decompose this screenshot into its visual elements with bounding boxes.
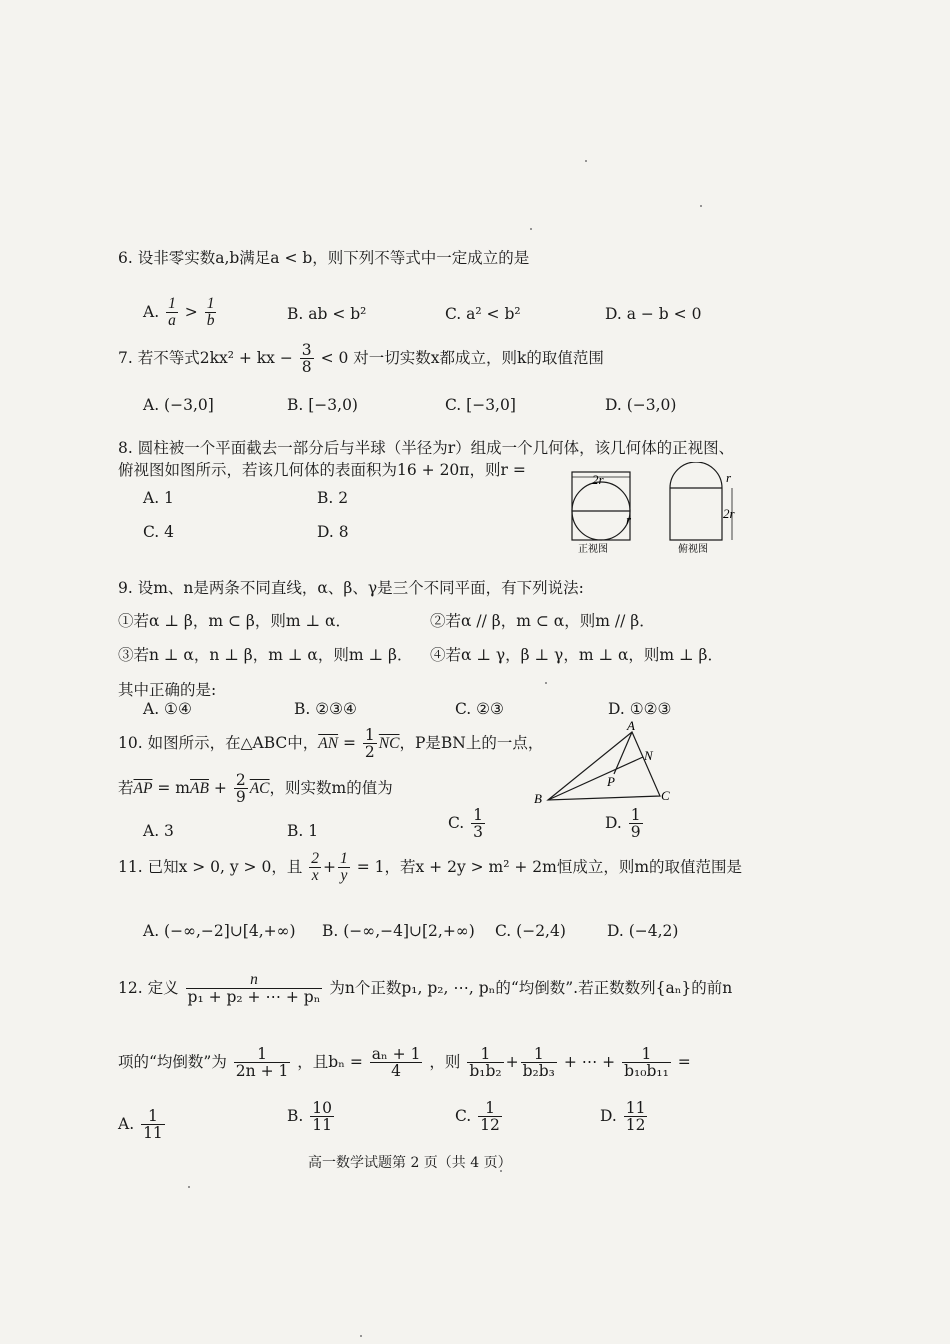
q10-option-c: C. $\frac{1}{3}$	[448, 806, 484, 842]
q9-statement-1: ①若α ⊥ β，m ⊂ β，则m ⊥ α．	[118, 612, 351, 630]
q9-option-d: D. ①②③	[608, 700, 672, 718]
scan-speck	[700, 205, 702, 207]
label-2r-side: 2r	[723, 506, 735, 521]
q12-option-a: A. $\frac{1}{11}$	[118, 1107, 163, 1143]
q8-line2: 俯视图如图所示，若该几何体的表面积为16 + 20π，则r =	[118, 461, 526, 479]
label-P: P	[607, 774, 615, 789]
scan-speck	[545, 682, 547, 684]
q8-option-b: B. 2	[317, 489, 349, 507]
q8-line1: 8. 圆柱被一个平面截去一部分后与半球（半径为r）组成一个几何体，该几何体的正视图、	[118, 439, 735, 457]
q10-option-b: B. 1	[287, 822, 319, 840]
q12-line2: 项的“均倒数”为 $\frac{1}{2n + 1}$ ，且bₙ = $\frac{\text{aₙ + 1}}{4}$ ，则 $\frac{1}{\text{b₁b₂}}$ + $\frac{1}{\text{b₂b₃}}$ + ⋯ + $\frac{1}{\text{b₁₀b₁₁}}$ =	[118, 1045, 691, 1081]
q6-option-a: A. $\frac{1}{a}$ > $\frac{1}{b}$	[143, 295, 215, 330]
q9-option-b: B. ②③④	[294, 700, 357, 718]
q6-option-d: D. a − b < 0	[605, 305, 702, 323]
q11-stem: 11. 已知x > 0, y > 0，且 $\frac{2}{x}$ + $\frac{1}{y}$ = 1，若x + 2y > m² + 2m恒成立，则m的取值范围是	[118, 850, 743, 885]
q10-stem: 10. 如图所示，在△ABC中，$\overline{AN}$ = $\frac{1}{2}$ $\overline{NC}$，P是BN上的一点，	[118, 726, 544, 762]
q9-statement-4: ④若α ⊥ γ，β ⊥ γ，m ⊥ α，则m ⊥ β．	[430, 646, 724, 664]
q12-option-c: C. $\frac{1}{12}$	[455, 1099, 500, 1135]
label-r-top: r	[726, 470, 732, 485]
q11-option-b: B. (−∞,−4]∪[2,+∞)	[322, 922, 475, 940]
q9-stem: 9. 设m、n是两条不同直线，α、β、γ是三个不同平面，有下列说法:	[118, 579, 584, 597]
q11-option-d: D. (−4,2)	[607, 922, 679, 940]
q9-statement-2: ②若α // β，m ⊂ α，则m // β．	[430, 612, 655, 630]
q12-definition: 12. 定义 $\frac{n}{\text{p₁ + p₂ + ⋯ + pₙ}}$ 为n个正数p₁, p₂, ⋯, pₙ的“均倒数”.若正数数列{aₙ}的前n	[118, 971, 733, 1007]
q8-option-c: C. 4	[143, 523, 175, 541]
q10-triangle-figure	[530, 718, 680, 808]
label-B: B	[534, 791, 542, 806]
q6-option-c: C. a² < b²	[445, 305, 521, 323]
q7-option-c: C. [−3,0]	[445, 396, 516, 414]
q7-stem: 7. 若不等式2kx² + kx − $\frac{3}{8}$ < 0 对一切实数x都成立，则k的取值范围	[118, 341, 604, 377]
q6-stem: 6. 设非零实数a,b满足a < b，则下列不等式中一定成立的是	[118, 249, 530, 267]
q10-option-a: A. 3	[143, 822, 174, 840]
top-view-label: 俯视图	[678, 544, 708, 555]
label-C: C	[661, 788, 670, 803]
q11-option-a: A. (−∞,−2]∪[4,+∞)	[143, 922, 296, 940]
q7-option-b: B. [−3,0)	[287, 396, 358, 414]
q8-option-a: A. 1	[143, 489, 174, 507]
q8-option-d: D. 8	[317, 523, 349, 541]
q9-ask: 其中正确的是:	[118, 681, 217, 699]
q10-option-d: D. $\frac{1}{9}$	[605, 806, 641, 842]
top-view-drawing	[670, 462, 732, 540]
label-2r: 2r	[592, 472, 604, 487]
q10-line2: 若$\overline{AP} = m\overline{AB}$ + $\frac{2}{9}$ $\overline{AC}$，则实数m的值为	[118, 771, 393, 807]
scan-speck	[360, 1335, 362, 1337]
scan-speck	[585, 160, 587, 162]
front-view-label: 正视图	[578, 544, 608, 555]
label-r: r	[626, 512, 632, 527]
triangle-abc	[548, 732, 660, 800]
q7-option-a: A. (−3,0]	[143, 396, 214, 414]
q9-statement-3: ③若n ⊥ α，n ⊥ β，m ⊥ α，则m ⊥ β．	[118, 646, 413, 664]
page-footer: 高一数学试题第 2 页（共 4 页）	[308, 1155, 512, 1171]
scan-speck	[530, 228, 532, 230]
q7-option-d: D. (−3,0)	[605, 396, 677, 414]
q8-figure	[560, 462, 750, 557]
q12-option-d: D. $\frac{11}{12}$	[600, 1099, 646, 1135]
q6-option-b: B. ab < b²	[287, 305, 367, 323]
label-N: N	[644, 748, 653, 763]
q12-option-b: B. $\frac{10}{11}$	[287, 1099, 332, 1135]
q9-option-c: C. ②③	[455, 700, 504, 718]
q9-option-a: A. ①④	[143, 700, 192, 718]
scan-speck	[188, 1186, 190, 1188]
q11-option-c: C. (−2,4)	[495, 922, 566, 940]
label-A: A	[627, 718, 635, 733]
